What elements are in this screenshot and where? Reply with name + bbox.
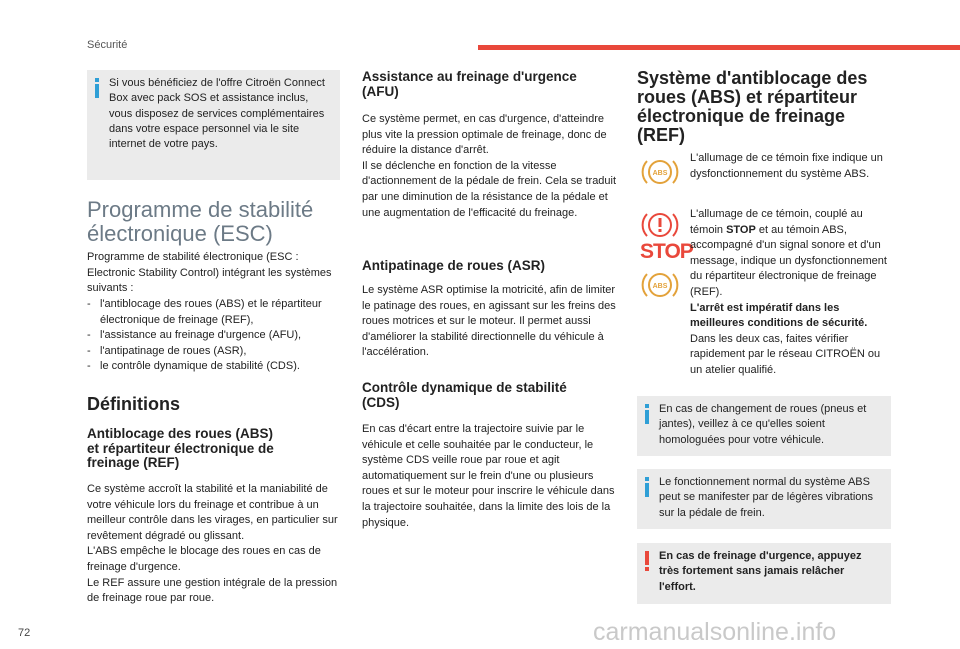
watermark: carmanualsonline.info [593, 618, 837, 646]
list-item: - l'antiblocage des roues (ABS) et le répartiteur électronique de freinage (REF), [87, 297, 345, 328]
abs-ref-title [637, 69, 907, 145]
ref-warning-text-a: L'allumage de ce témoin, couplé au témoin [690, 208, 863, 236]
info-icon [644, 477, 650, 497]
list-item: - le contrôle dynamique de stabilité (CDS). [87, 359, 345, 375]
cds-title-line1: Contrôle dynamique de stabilité [362, 380, 567, 395]
warning-box-emergency-braking [637, 543, 891, 604]
info-box-text: Le fonctionnement normal du système ABS peut se manifester par de légères vibrations sur la pédale de frein. [659, 476, 874, 519]
ref-warning-text-c: Dans les deux cas, faites vérifier rapidement par le réseau CITROËN ou un atelier qualifié. [690, 332, 881, 376]
asr-title: Antipatinage de roues (ASR) [362, 258, 546, 273]
abs-lamp-text: L'allumage de ce témoin fixe indique un dysfonctionnement du système ABS. [690, 152, 883, 180]
definitions-title: Définitions [87, 394, 180, 414]
abs-ref-title-line1: Système d'antiblocage des [637, 68, 868, 88]
abs-warning-lamp-icon [641, 153, 679, 191]
ref-warning-text-b: et au témoin ABS, accompagné d'un signal sonore et d'un message, indique un dysfonctionnement du répartiteur électronique de freinage (REF). [690, 223, 887, 298]
ref-warning-text [690, 207, 890, 379]
section-label: Sécurité [87, 39, 128, 51]
info-box-text: En cas de changement de roues (pneus et jantes), veillez à ce qu'elles soient homologuées pour votre véhicule. [659, 403, 867, 446]
abs-title-line1: Antiblocage des roues (ABS) [87, 426, 274, 441]
abs-title-line3: freinage (REF) [87, 455, 180, 470]
stop-inline: STOP [726, 223, 756, 236]
esc-list [87, 297, 345, 375]
section-accent-bar [478, 45, 960, 50]
svg-text:ABS: ABS [652, 283, 668, 290]
asr-text: Le système ASR optimise la motricité, afin de limiter le patinage des roues, en agissant sur les freins des roues motrices et sur le moteur. Il permet aussi d'améliorer la stabilité directionnelle du véhicule à l'accélération. [362, 284, 616, 359]
afu-title [362, 70, 624, 99]
info-box-vibrations [637, 469, 891, 529]
info-box-wheels [637, 396, 891, 456]
info-box-connect [87, 70, 340, 180]
warning-icon [645, 551, 651, 571]
esc-title-line1: Programme de stabilité [87, 197, 314, 222]
info-icon [644, 404, 650, 424]
stop-warning-label: STOP [640, 240, 693, 263]
info-box-text: Si vous bénéficiez de l'offre Citroën Connect Box avec pack SOS et assistance inclus, vous disposez de services complémentaires dans votre espace personnel via le site internet de votre pays. [109, 77, 325, 151]
abs-text: Ce système accroît la stabilité et la maniabilité de votre véhicule lors du freinage et contribue à un meilleur contrôle dans les virages, en particulier sur revêtement dégradé ou glissant. L'ABS empêche le blocage des roues en cas de freinage d'urgence. Le REF assure une gestion intégrale de la pression de freinage roue par roue. [87, 483, 338, 605]
abs-ref-title-line4: (REF) [637, 125, 685, 145]
info-icon [94, 78, 100, 98]
esc-title [87, 198, 347, 246]
cds-text: En cas d'écart entre la trajectoire suivie par le véhicule et celle souhaitée par le conducteur, le système CDS veille roue par roue et agit automatiquement sur le frein d'une ou plusieurs roues et sur le moteur pour inscrire le véhicule dans la trajectoire souhaitée, dans la limite des lois de la physique. [362, 423, 615, 529]
afu-title-line2: (AFU) [362, 83, 399, 99]
cds-title [362, 381, 624, 410]
warning-box-text: En cas de freinage d'urgence, appuyez très fortement sans jamais relâcher l'effort. [659, 550, 862, 593]
esc-title-line2: électronique (ESC) [87, 221, 273, 246]
abs-title-line2: et répartiteur électronique de [87, 440, 274, 456]
abs-title [87, 427, 347, 471]
abs-ref-title-line2: roues (ABS) et répartiteur [637, 87, 858, 107]
afu-text: Ce système permet, en cas d'urgence, d'atteindre plus vite la pression optimale de freinage, donc de réduire la distance d'arrêt. Il se déclenche en fonction de la vitesse d'actionnement de la pédale de frein. Cela se traduit par une diminution de la résistance de la pédale et une augmentation de l'efficacité du freinage. [362, 113, 617, 219]
esc-intro: Programme de stabilité électronique (ESC : Electronic Stability Control) intégrant les systèmes suivants : [87, 251, 332, 295]
svg-text:ABS: ABS [652, 170, 668, 177]
abs-warning-lamp-icon [641, 266, 679, 304]
page-number: 72 [18, 627, 31, 639]
cds-title-line2: (CDS) [362, 394, 400, 410]
ref-warning-bold: L'arrêt est impératif dans les meilleures conditions de sécurité. [690, 301, 868, 330]
brake-warning-lamp-icon [641, 206, 679, 244]
list-item: - l'assistance au freinage d'urgence (AFU), [87, 328, 345, 344]
list-item: - l'antipatinage de roues (ASR), [87, 344, 345, 360]
afu-title-line1: Assistance au freinage d'urgence [362, 69, 577, 84]
abs-ref-title-line3: électronique de freinage [637, 106, 846, 126]
